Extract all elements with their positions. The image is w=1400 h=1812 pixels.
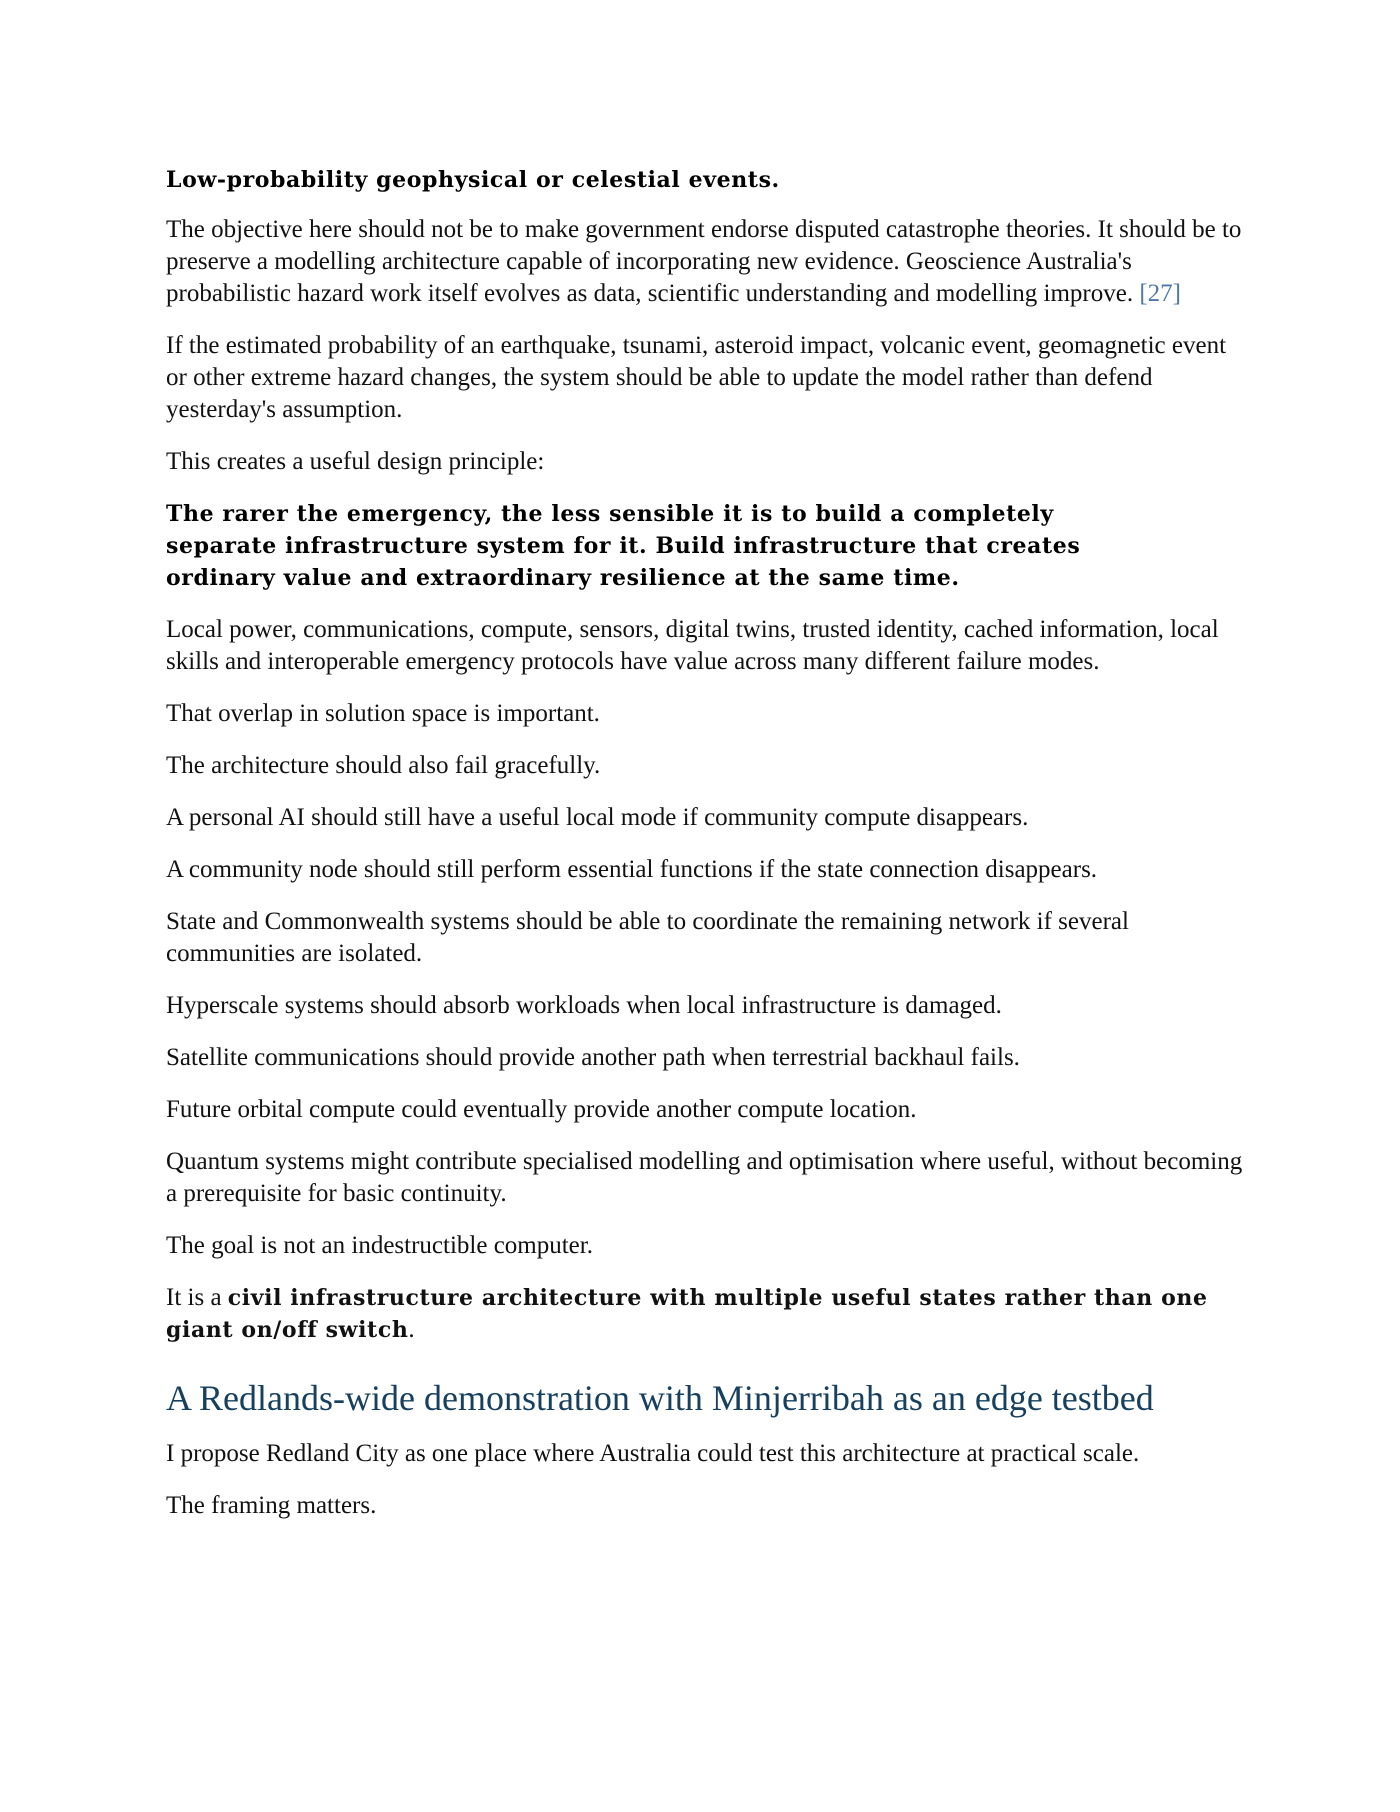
paragraph: State and Commonwealth systems should be able to coordinate the remaining network if several communities are isolated.	[166, 908, 1129, 967]
paragraph: Local power, communications, compute, sensors, digital twins, trusted identity, cached information, local skills and interoperable emergency protocols have value across many different failure modes.	[166, 616, 1219, 675]
paragraph-text: The objective here should not be to make government endorse disputed catastrophe theories. It should be to preserve a modelling architecture capable of incorporating new evidence. Geoscience Australia's probabilistic hazard work itself evolves as data, scientific understanding and modelling improve.	[166, 216, 1242, 307]
paragraph: Hyperscale systems should absorb workloads when local infrastructure is damaged.	[166, 992, 1002, 1019]
paragraph: The architecture should also fail gracefully.	[166, 752, 601, 779]
paragraph-suffix: .	[408, 1316, 415, 1343]
paragraph	[166, 214, 1246, 310]
paragraph: Satellite communications should provide another path when terrestrial backhaul fails.	[166, 1044, 1020, 1071]
paragraph: If the estimated probability of an earthquake, tsunami, asteroid impact, volcanic event, geomagnetic event or other extreme hazard changes, the system should be able to update the model rather than defend yesterday's assumption.	[166, 332, 1227, 423]
paragraph	[166, 1282, 1246, 1346]
paragraph: A community node should still perform essential functions if the state connection disappears.	[166, 856, 1098, 883]
paragraph-prefix: It is a	[166, 1284, 228, 1311]
paragraph: The framing matters.	[166, 1492, 377, 1519]
paragraph: That overlap in solution space is important.	[166, 700, 600, 727]
block-quote: The rarer the emergency, the less sensible it is to build a completely separate infrastructure system for it. Build infrastructure that creates ordinary value and extraordinary resilience at the same time.	[166, 501, 1081, 591]
paragraph: A personal AI should still have a useful local mode if community compute disappears.	[166, 804, 1029, 831]
reference-link[interactable]: [27]	[1139, 280, 1181, 307]
document-page	[166, 166, 1246, 1542]
paragraph: The goal is not an indestructible computer.	[166, 1232, 593, 1259]
section-heading: A Redlands-wide demonstration with Minjerribah as an edge testbed	[166, 1378, 1154, 1418]
subheading: Low-probability geophysical or celestial events.	[166, 167, 780, 193]
paragraph: Quantum systems might contribute specialised modelling and optimisation where useful, without becoming a prerequisite for basic continuity.	[166, 1148, 1243, 1207]
paragraph: This creates a useful design principle:	[166, 448, 545, 475]
emphasis-text: civil infrastructure architecture with multiple useful states rather than one giant on/off switch	[166, 1285, 1208, 1343]
paragraph: I propose Redland City as one place where Australia could test this architecture at practical scale.	[166, 1440, 1140, 1467]
paragraph: Future orbital compute could eventually provide another compute location.	[166, 1096, 917, 1123]
